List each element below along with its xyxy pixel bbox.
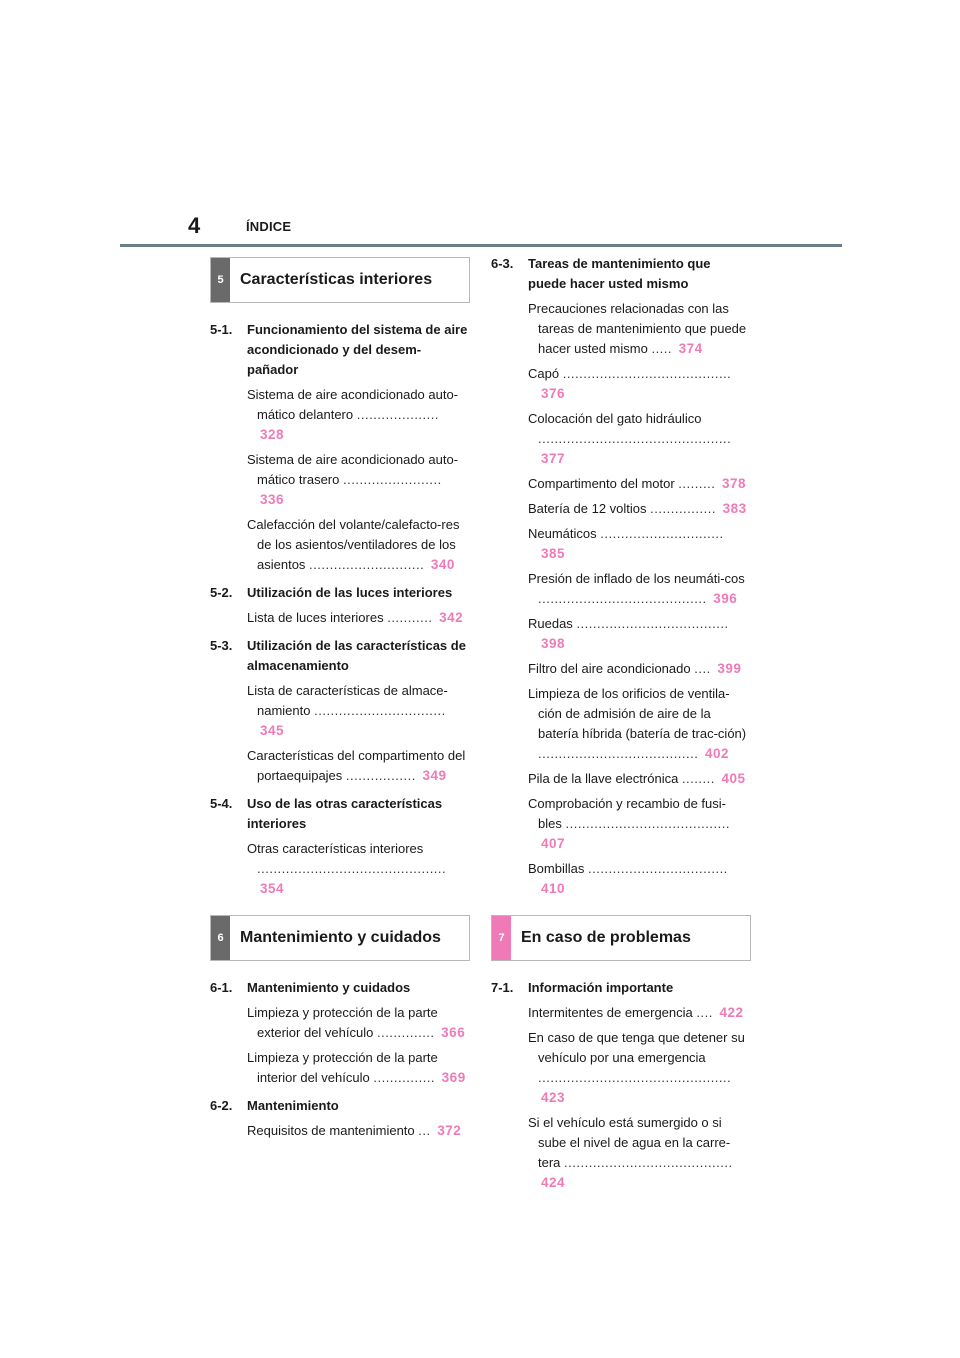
toc-entry[interactable] <box>528 1113 751 1193</box>
toc-entry-label: Limpieza de los orificios de ventila-ción de admisión de aire de la batería híbrida (batería de trac-ción) <box>528 686 747 741</box>
toc-entry-label: Presión de inflado de los neumáti-cos <box>528 571 745 586</box>
toc-leader-dots: .... <box>696 1005 713 1020</box>
section-title: Mantenimiento y cuidados <box>247 980 411 995</box>
header-rule <box>120 244 842 247</box>
toc-entry-row <box>528 859 751 899</box>
toc-entry-text <box>528 474 748 494</box>
toc-entry[interactable] <box>247 839 470 899</box>
toc-entry-row <box>247 746 470 786</box>
chapter-tab: 5 <box>211 258 230 302</box>
toc-entry-text <box>528 614 751 654</box>
section-number: 6-3. <box>491 256 514 271</box>
toc-leader-dots: ........... <box>387 610 433 625</box>
toc-entry[interactable] <box>528 524 751 564</box>
toc-entry-label: Colocación del gato hidráulico <box>528 411 702 426</box>
toc-entry-text <box>528 684 751 764</box>
toc-page-link[interactable]: 376 <box>541 386 566 401</box>
toc-entry-text <box>528 1028 751 1108</box>
toc-entry-label: Lista de características de almace-namiento <box>247 683 448 718</box>
section-number: 5-1. <box>210 322 233 337</box>
toc-page-link[interactable]: 383 <box>722 501 747 516</box>
toc-page-link[interactable]: 369 <box>441 1070 466 1085</box>
toc-entry-text <box>528 299 751 359</box>
toc-entry[interactable] <box>528 684 751 764</box>
toc-section <box>491 978 751 1193</box>
toc-leader-dots: ......................................... <box>564 1155 733 1170</box>
toc-entry-text <box>528 659 743 679</box>
toc-left-column <box>210 257 470 1141</box>
toc-entry-text <box>528 769 748 789</box>
toc-entry-text <box>528 364 751 404</box>
toc-entry-row <box>528 794 751 854</box>
toc-entry-text <box>247 1003 470 1043</box>
toc-entry-label: Capó <box>528 366 560 381</box>
toc-page-link[interactable]: 377 <box>541 451 566 466</box>
toc-entry-text <box>247 1048 470 1088</box>
toc-entry-row <box>247 1048 470 1088</box>
toc-entry[interactable] <box>247 385 470 445</box>
section-title: Información importante <box>528 980 674 995</box>
toc-leader-dots: ................ <box>650 501 716 516</box>
toc-leader-dots: ................. <box>345 768 416 783</box>
chapter-header <box>210 257 470 303</box>
toc-entry-label: Precauciones relacionadas con las tareas de mantenimiento que puede hacer usted mismo <box>528 301 747 356</box>
section-number: 5-4. <box>210 796 233 811</box>
toc-entry-row <box>528 499 751 519</box>
toc-entry[interactable] <box>247 681 470 741</box>
toc-leader-dots: ............................................... <box>538 1070 732 1085</box>
toc-entry-label: Filtro del aire acondicionado <box>528 661 691 676</box>
toc-entry[interactable] <box>528 499 751 519</box>
toc-page-link[interactable]: 405 <box>721 771 746 786</box>
toc-entry[interactable] <box>528 299 751 359</box>
toc-entry-text <box>528 1113 751 1193</box>
toc-entry-label: Requisitos de mantenimiento <box>247 1123 415 1138</box>
toc-entry[interactable] <box>247 608 470 628</box>
toc-entry-text <box>528 409 751 469</box>
toc-entry[interactable] <box>247 746 470 786</box>
toc-leader-dots: .................... <box>356 407 439 422</box>
toc-page-link[interactable]: 398 <box>541 636 566 651</box>
toc-entry-label: En caso de que tenga que detener su vehículo por una emergencia <box>528 1030 745 1065</box>
toc-entry-text <box>247 1121 463 1141</box>
toc-entry-label: Intermitentes de emergencia <box>528 1005 693 1020</box>
toc-entry-label: Batería de 12 voltios <box>528 501 647 516</box>
chapter-header <box>491 915 751 961</box>
toc-entry[interactable] <box>247 1003 470 1043</box>
toc-entry-text <box>528 794 751 854</box>
toc-leader-dots: ......................................... <box>538 591 707 606</box>
toc-entry-label: Sistema de aire acondicionado auto-mático trasero <box>247 452 459 487</box>
section-title: Funcionamiento del sistema de aire acondicionado y del desem-pañador <box>247 322 468 377</box>
toc-section <box>491 254 751 899</box>
chapter-header <box>210 915 470 961</box>
toc-page-link[interactable]: 422 <box>719 1005 744 1020</box>
toc-leader-dots: ............................ <box>309 557 425 572</box>
toc-entry-label: Neumáticos <box>528 526 597 541</box>
toc-entry[interactable] <box>528 659 751 679</box>
toc-page-link[interactable]: 407 <box>541 836 566 851</box>
toc-entry-text <box>528 859 751 899</box>
toc-page-link[interactable]: 378 <box>721 476 746 491</box>
toc-leader-dots: ..................................... <box>576 616 729 631</box>
toc-entry[interactable] <box>247 1048 470 1088</box>
page-number: 4 <box>188 213 201 238</box>
section-heading[interactable] <box>210 794 470 834</box>
toc-leader-dots: ..... <box>651 341 673 356</box>
section-number: 6-2. <box>210 1098 233 1113</box>
toc-entry[interactable] <box>528 769 751 789</box>
toc-entry[interactable] <box>528 1003 751 1023</box>
toc-section <box>210 320 470 575</box>
toc-entry-text <box>528 1003 746 1023</box>
toc-entry-label: Ruedas <box>528 616 573 631</box>
toc-entry-row <box>528 364 751 404</box>
toc-page-link[interactable]: 336 <box>260 492 285 507</box>
toc-entry-text <box>247 515 470 575</box>
toc-page-link[interactable]: 340 <box>430 557 455 572</box>
chapter-title: Características interiores <box>240 271 433 288</box>
toc-page-link[interactable]: 366 <box>441 1025 466 1040</box>
toc-entry-row <box>528 1113 751 1193</box>
toc-entry-row <box>528 614 751 654</box>
toc-entry-row <box>528 1003 751 1023</box>
toc-entry-text <box>247 450 470 510</box>
section-title: Utilización de las luces interiores <box>247 585 453 600</box>
toc-entry[interactable] <box>528 1028 751 1108</box>
section-heading[interactable] <box>210 583 470 603</box>
toc-entry-row <box>247 515 470 575</box>
toc-entry-row <box>528 769 751 789</box>
toc-entry-row <box>528 474 751 494</box>
toc-page-link[interactable]: 374 <box>678 341 703 356</box>
toc-entry-row <box>528 684 751 764</box>
toc-entry-row <box>247 1121 470 1141</box>
section-heading[interactable] <box>210 636 470 676</box>
toc-entry-text <box>247 746 470 786</box>
toc-entry-row <box>528 299 751 359</box>
toc-entry-text <box>247 839 470 899</box>
toc-section <box>210 636 470 786</box>
toc-leader-dots: ............................................... <box>538 431 732 446</box>
toc-leader-dots: ....................................... <box>538 746 699 761</box>
toc-entry-text <box>247 608 465 628</box>
toc-entry-row <box>528 409 751 469</box>
section-title: Tareas de mantenimiento que puede hacer usted mismo <box>528 256 711 291</box>
toc-entry-text <box>247 385 470 445</box>
toc-entry-label: Pila de la llave electrónica <box>528 771 679 786</box>
chapter-title: Mantenimiento y cuidados <box>240 929 441 946</box>
toc-page-link[interactable]: 372 <box>437 1123 462 1138</box>
toc-entry-label: Limpieza y protección de la parte exterior del vehículo <box>247 1005 438 1040</box>
toc-entry-label: Comprobación y recambio de fusi-bles <box>528 796 726 831</box>
toc-section <box>210 1096 470 1141</box>
toc-entry-text <box>528 499 749 519</box>
toc-entry-label: Características del compartimento del portaequipajes <box>247 748 466 783</box>
section-heading[interactable] <box>210 320 470 380</box>
toc-leader-dots: ........................................ <box>565 816 730 831</box>
toc-section <box>210 794 470 899</box>
toc-page-link[interactable]: 402 <box>705 746 730 761</box>
toc-entry-row <box>528 524 751 564</box>
toc-entry[interactable] <box>528 859 751 899</box>
toc-entry[interactable] <box>528 474 751 494</box>
toc-entry[interactable] <box>528 364 751 404</box>
toc-page-link[interactable]: 354 <box>260 881 285 896</box>
toc-entry-label: Compartimento del motor <box>528 476 675 491</box>
toc-page-link[interactable]: 423 <box>541 1090 566 1105</box>
toc-entry-label: Sistema de aire acondicionado auto-mático delantero <box>247 387 459 422</box>
section-title: Utilización de las características de almacenamiento <box>247 638 466 673</box>
toc-leader-dots: .............................. <box>600 526 724 541</box>
toc-entry-label: Otras características interiores <box>247 841 424 856</box>
section-title: Mantenimiento <box>247 1098 339 1113</box>
section-number: 5-3. <box>210 638 233 653</box>
section-heading[interactable] <box>210 1096 470 1116</box>
toc-page-link[interactable]: 345 <box>260 723 285 738</box>
toc-right-column <box>491 254 751 1193</box>
toc-page-link[interactable]: 349 <box>422 768 447 783</box>
toc-entry-row <box>247 839 470 899</box>
chapter-title: En caso de problemas <box>521 929 691 946</box>
toc-leader-dots: ........................ <box>343 472 442 487</box>
toc-entry-row <box>528 569 751 609</box>
toc-page-link[interactable]: 396 <box>713 591 738 606</box>
toc-entry-row <box>247 608 470 628</box>
section-heading[interactable] <box>210 978 470 998</box>
toc-leader-dots: ......... <box>678 476 716 491</box>
toc-page-link[interactable]: 328 <box>260 427 285 442</box>
toc-entry-label: Bombillas <box>528 861 585 876</box>
toc-section <box>210 583 470 628</box>
toc-entry-text <box>528 569 751 609</box>
header-title: ÍNDICE <box>246 219 292 234</box>
toc-leader-dots: ................................ <box>314 703 446 718</box>
toc-entry-row <box>528 1028 751 1108</box>
toc-entry-row <box>247 450 470 510</box>
toc-entry-label: Lista de luces interiores <box>247 610 384 625</box>
toc-entry[interactable] <box>528 569 751 609</box>
toc-section <box>210 978 470 1088</box>
toc-leader-dots: .................................. <box>587 861 728 876</box>
toc-entry-row <box>247 681 470 741</box>
chapter-tab: 7 <box>492 916 511 960</box>
section-number: 5-2. <box>210 585 233 600</box>
section-heading[interactable] <box>491 254 751 294</box>
toc-leader-dots: ... <box>418 1123 431 1138</box>
toc-entry-label: Limpieza y protección de la parte interior del vehículo <box>247 1050 438 1085</box>
toc-entry[interactable] <box>528 614 751 654</box>
toc-leader-dots: .... <box>694 661 711 676</box>
toc-leader-dots: .............. <box>376 1025 435 1040</box>
toc-entry[interactable] <box>247 515 470 575</box>
toc-entry-label: Si el vehículo está sumergido o si sube el nivel de agua en la carre-tera <box>528 1115 731 1170</box>
toc-page-link[interactable]: 424 <box>541 1175 566 1190</box>
toc-page-link[interactable]: 410 <box>541 881 566 896</box>
toc-leader-dots: ......................................... <box>562 366 732 381</box>
toc-leader-dots: ............... <box>373 1070 436 1085</box>
toc-entry[interactable] <box>528 794 751 854</box>
toc-entry-label: Calefacción del volante/calefacto-res de los asientos/ventiladores de los asientos <box>247 517 460 572</box>
toc-page-link[interactable]: 385 <box>541 546 566 561</box>
section-number: 6-1. <box>210 980 233 995</box>
toc-entry[interactable] <box>528 409 751 469</box>
toc-entry-text <box>247 681 470 741</box>
toc-page-link[interactable]: 399 <box>717 661 742 676</box>
toc-leader-dots: ........ <box>681 771 715 786</box>
toc-entry-row <box>247 1003 470 1043</box>
toc-entry[interactable] <box>247 1121 470 1141</box>
toc-entry-text <box>528 524 751 564</box>
toc-entry-row <box>247 385 470 445</box>
toc-entry[interactable] <box>247 450 470 510</box>
toc-page-link[interactable]: 342 <box>439 610 464 625</box>
section-number: 7-1. <box>491 980 514 995</box>
toc-entry-row <box>528 659 751 679</box>
section-title: Uso de las otras características interiores <box>247 796 443 831</box>
toc-leader-dots: .............................................. <box>257 861 447 876</box>
chapter-tab: 6 <box>211 916 230 960</box>
section-heading[interactable] <box>491 978 751 998</box>
